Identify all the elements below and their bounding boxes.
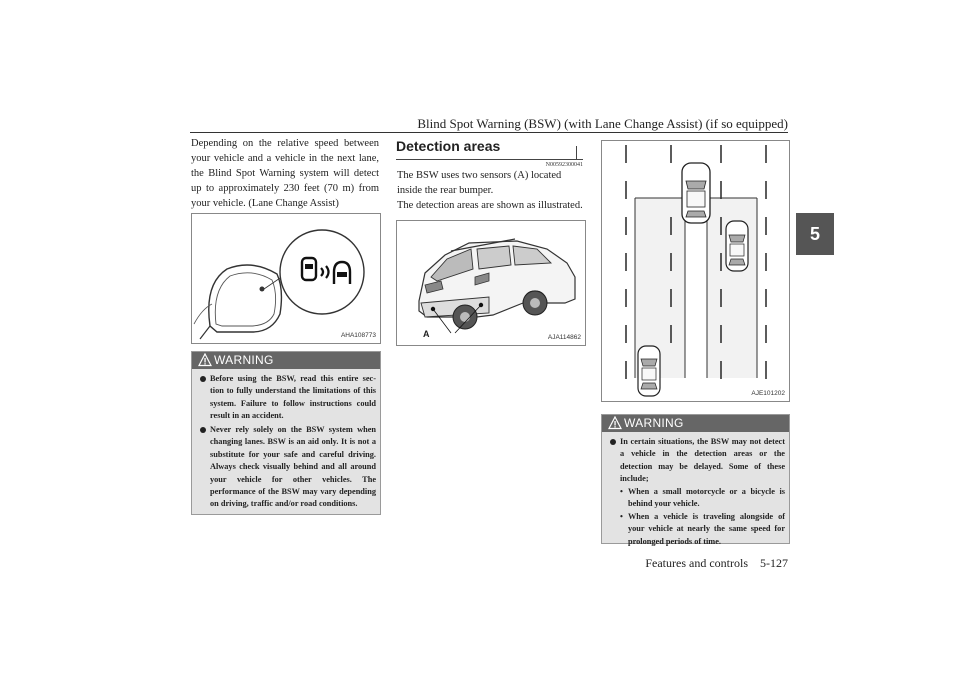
bullet-icon [610, 439, 616, 445]
figure-code: AHA108773 [340, 332, 376, 339]
side-mirror-indicator-illustration [192, 214, 380, 343]
warning-item-1: In certain situations, the BSW may not detect a vehicle in the detection areas or the detection may be delayed. Some of these include; [610, 436, 785, 486]
warning-icon [608, 416, 622, 435]
heading-rule-tick [576, 146, 577, 159]
vehicle-figure [396, 220, 586, 346]
sensor-text: The BSW uses two sensors (A) located inside the rear bumper. [397, 170, 562, 196]
chapter-tab[interactable]: 5 [796, 213, 834, 255]
warning-item-2: Never rely solely on the BSW system when changing lanes. BSW is an aid only. It is not a substitute for your safe and careful driving. Always check visually behind and all around your vehicle for other vehicles. The performance of the BSW may vary depending on driving, traffic and/or road conditions. [200, 424, 376, 511]
warning-item-1: Before using the BSW, read this entire sec- tion to fully understand the limitations of this system. Failure to follow instructions could result in an accident. [200, 373, 376, 423]
header-divider [190, 132, 788, 133]
subbullet-icon: • [620, 512, 623, 521]
warning-title: WARNING [624, 416, 684, 430]
figure-code: AJA114862 [547, 334, 581, 341]
detection-area-figure [601, 140, 790, 402]
warning-subitem-1: • When a small motorcycle or a bicycle is behind your vehicle. [620, 487, 785, 509]
section-heading: Detection areas [396, 138, 501, 154]
detection-paragraph [397, 168, 584, 213]
lane-detection-diagram [602, 141, 789, 401]
warning-box-2 [601, 414, 790, 544]
warning-title: WARNING [214, 353, 274, 367]
suv-rear-illustration [397, 221, 585, 345]
own-vehicle [682, 163, 710, 223]
detection-text: The detection areas are shown as illustrated. [397, 200, 583, 211]
warning-subitem-2: • When a vehicle is traveling alongside of your vehicle at nearly the same speed for prolonged periods of time. [620, 512, 785, 546]
warning-header [602, 415, 789, 432]
subbullet-icon: • [620, 487, 623, 496]
page-header-title: Blind Spot Warning (BSW) (with Lane Change Assist) (if so equipped) [417, 116, 788, 131]
sensor-label: A [423, 329, 430, 339]
intro-paragraph: Depending on the relative speed between your vehicle and a vehicle in the next lane, the Blind Spot Warning system will detect up to approximately 230 feet (70 m) from your vehicle. (Lane Change Assist) [191, 138, 379, 209]
mirror-figure [191, 213, 381, 344]
bullet-icon [200, 427, 206, 433]
right-lane-vehicle [726, 221, 748, 271]
warning-header [192, 352, 380, 369]
figure-code: AJE101202 [751, 390, 785, 397]
warning-icon [198, 353, 212, 372]
reference-code: N00592300041 [545, 162, 583, 168]
left-lane-vehicle [638, 346, 660, 396]
bullet-icon [200, 376, 206, 382]
warning-box-1 [191, 351, 381, 515]
page-footer: Features and controls 5-127 [645, 556, 788, 570]
heading-underline [396, 159, 583, 160]
